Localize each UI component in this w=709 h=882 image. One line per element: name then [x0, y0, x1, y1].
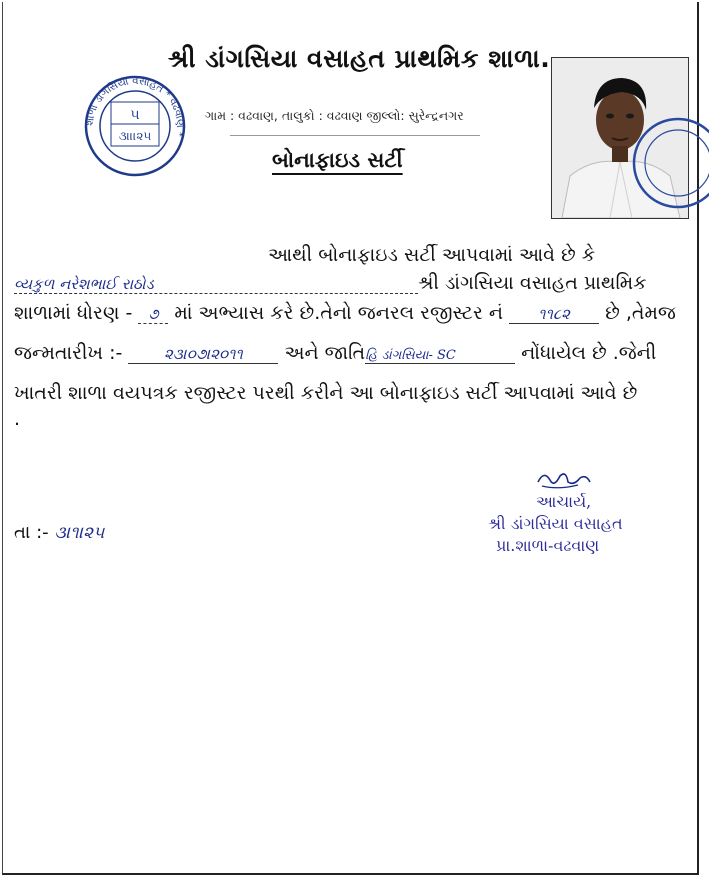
date-label: તા :-: [14, 522, 49, 543]
line3-suffix: છે ,તેમજ: [605, 302, 676, 324]
certificate-line-1: આથી બોનાફાઇડ સર્ટી આપવામાં આવે છે કે: [268, 244, 596, 266]
school-seal-stamp: [83, 74, 187, 178]
register-number: ૧૧૮૨: [509, 305, 599, 324]
certificate-line-2: [14, 272, 647, 294]
principal-place: પ્રા.શાળા-વઢવાણ: [496, 536, 600, 555]
register-label: માં અભ્યાસ કરે છે.તેનો જનરલ રજીસ્ટર નં: [174, 302, 503, 324]
trailing-dot: .: [14, 408, 21, 430]
caste-value: હિ ડાંગસિયા- SC: [365, 348, 515, 364]
stamp-number-2: ૩।।।૨૫: [118, 129, 152, 143]
certificate-line-4: [14, 342, 656, 364]
line4-suffix: નોંધાયેલ છે .જેની: [521, 342, 657, 364]
school-title: શ્રી ડાંગસિયા વસાહત પ્રાથમિક શાળા.: [168, 44, 551, 73]
principal-signature-image: [534, 468, 594, 492]
dob-value: ૨૩।૦૭।૨૦૧૧: [128, 345, 278, 364]
standard-value: ૭: [138, 305, 168, 324]
header-divider: [230, 135, 480, 136]
date-value: ૩।૧।૨૫: [54, 523, 105, 543]
standard-label: શાળામાં ધોરણ -: [14, 302, 133, 324]
principal-role: આચાર્ય,: [536, 492, 592, 511]
principal-school: શ્રી ડાંગસિયા વસાહત: [488, 514, 623, 533]
student-name-field: વ્યકુળ નરેશભાઈ રાઠોડ: [14, 275, 418, 294]
photo-attestation-stamp: [626, 113, 709, 213]
certificate-title: બોનાફાઇડ સર્ટી: [272, 148, 403, 172]
dob-label: જન્મતારીખ :-: [14, 342, 123, 364]
date-line: [14, 522, 104, 543]
school-address: ગામ : વઢવાણ, તાલુકો : વઢવાણ જીલ્લો: સુરેન્દ્રનગર: [205, 108, 464, 123]
school-name-inline: શ્રી ડાંગસિયા વસાહત પ્રાથમિક: [418, 272, 647, 294]
certificate-line-3: [14, 302, 676, 324]
caste-label: અને જાતિ: [284, 342, 366, 364]
stamp-number-1: ૫: [130, 107, 140, 123]
certificate-line-5: ખાતરી શાળા વયપત્રક રજીસ્ટર પરથી કરીને આ બોનાફાઇડ સર્ટી આપવામાં આવે છે: [14, 382, 638, 404]
stamp-ring-text: શાળા ડાંગસિયા વસાહત * વઢવાણ *: [84, 75, 186, 138]
